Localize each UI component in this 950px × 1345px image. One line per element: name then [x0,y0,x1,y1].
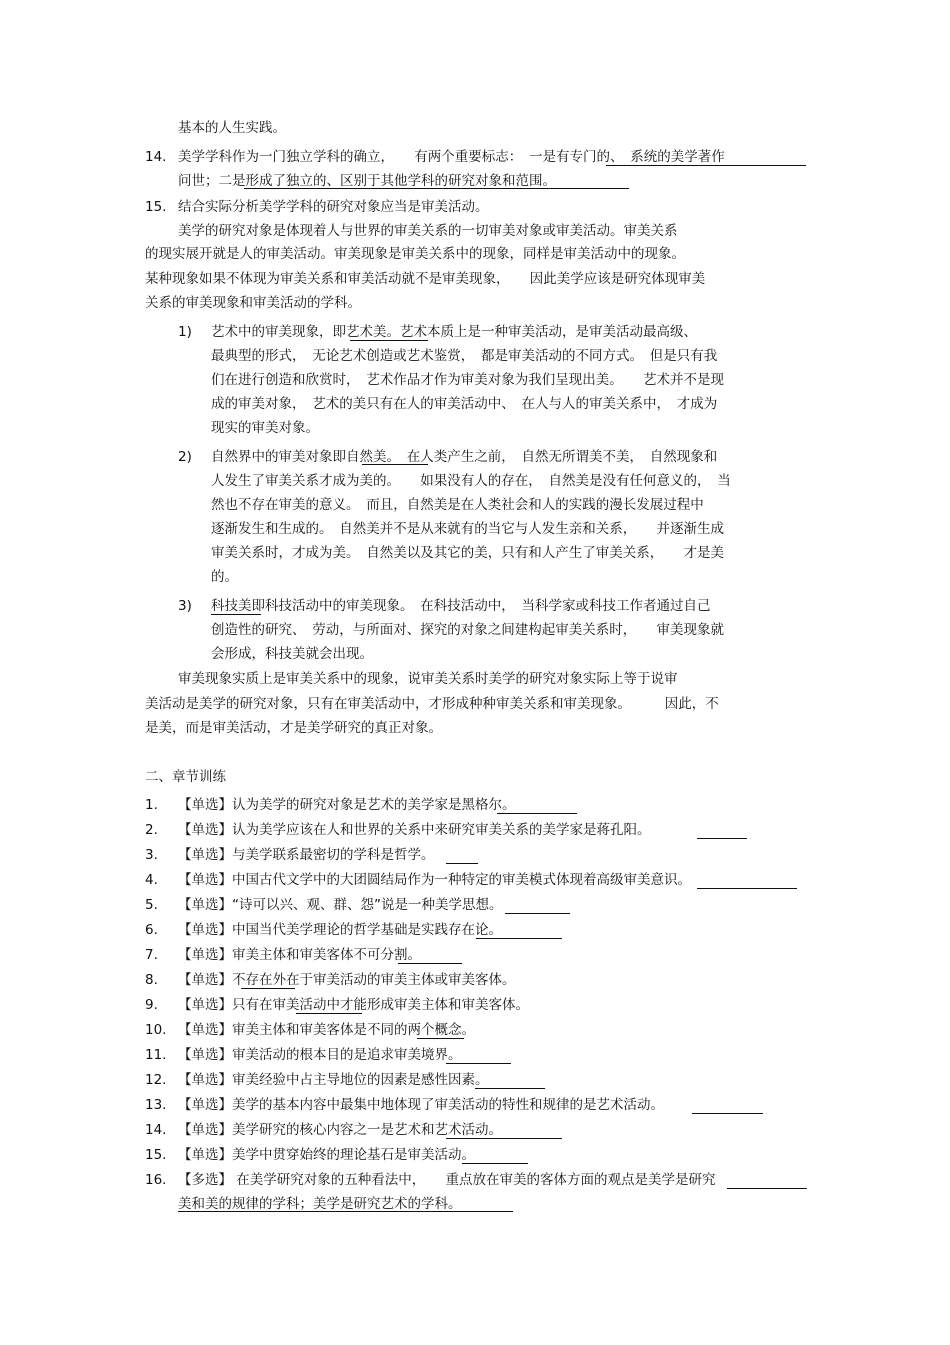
question-text: 【单选】中国当代美学理论的哲学基础是实践存在论。 [178,922,502,938]
continuation-line: 基本的人生实践。 [178,120,286,136]
answer-underline [697,888,797,889]
item-text-line: 问世；二是形成了独立的、区别于其他学科的研究对象和范围。 [178,173,556,189]
item-number: 15. [145,199,167,215]
question-text: 【单选】审美主体和审美客体是不同的两个概念。 [178,1022,475,1038]
question-number: 2. [145,822,158,838]
answer-underline [417,1038,464,1039]
subitem-line: 逐渐发生和生成的。 自然美并不是从来就有的当它与人发生亲和关系， 并逐渐生成 [211,521,724,537]
answer-underline [606,165,806,166]
question-number: 7. [145,947,158,963]
subitem-line: 创造性的研究、 劳动，与所面对、探究的对象之间建构起审美关系时， 审美现象就 [211,622,724,638]
subitem-line: 成的审美对象， 艺术的美只有在人的审美活动中、 在人与人的审美关系中， 才成为 [211,396,718,412]
question-number: 4. [145,872,158,888]
question-text: 【单选】只有在审美活动中才能形成审美主体和审美客体。 [178,997,529,1013]
subitem-number: 2) [178,449,192,465]
answer-underline [350,340,428,341]
paragraph-line: 审美现象实质上是审美关系中的现象，说审美关系时美学的研究对象实际上等于说审 [178,671,678,687]
item-text-line: 美学学科作为一门独立学科的确立， 有两个重要标志： 一是有专门的、 系统的美学著作 [178,149,725,165]
answer-underline [296,1013,362,1014]
question-text: 【单选】审美主体和审美客体不可分割。 [178,947,421,963]
item-text-line: 结合实际分析美学学科的研究对象应当是审美活动。 [178,199,489,215]
question-text: 【单选】中国古代文学中的大团圆结局作为一种特定的审美模式体现着高级审美意识。 [178,872,691,888]
answer-underline [727,1188,807,1189]
paragraph-line: 美活动是美学的研究对象，只有在审美活动中，才形成种种审美关系和审美现象。 因此，不 [145,696,719,712]
question-number: 15. [145,1147,167,1163]
paragraph-line: 的现实展开就是人的审美活动。审美现象是审美关系中的现象，同样是审美活动中的现象。 [145,246,685,262]
answer-underline [241,988,295,989]
answer-underline [244,188,629,189]
subitem-line: 审美关系时，才成为美。 自然美以及其它的美，只有和人产生了审美关系， 才是美 [211,545,724,561]
paragraph-line: 是美，而是审美活动，才是美学研究的真正对象。 [145,720,442,736]
paragraph-line: 某种现象如果不体现为审美关系和审美活动就不是审美现象， 因此美学应该是研究体现审美 [145,271,706,287]
subitem-line: 会形成，科技美就会出现。 [211,646,373,662]
paragraph-line: 美学的研究对象是体现着人与世界的审美关系的一切审美对象或审美活动。审美关系 [178,223,678,239]
section-title: 二、章节训练 [145,769,226,785]
subitem-line: 们在进行创造和欣赏时， 艺术作品才作为审美对象为我们呈现出美。 艺术并不是现 [211,372,724,388]
question-text: 【单选】美学中贯穿始终的理论基石是审美活动。 [178,1147,475,1163]
paragraph-line: 关系的审美现象和审美活动的学科。 [145,295,361,311]
answer-underline [475,1088,545,1089]
question-number: 12. [145,1072,167,1088]
question-text: 【单选】审美经验中占主导地位的因素是感性因素。 [178,1072,489,1088]
subitem-line: 科技美即科技活动中的审美现象。 在科技活动中， 当科学家或科技工作者通过自己 [211,598,711,614]
answer-underline [697,838,747,839]
question-number: 13. [145,1097,167,1113]
question-text: 【单选】审美活动的根本目的是追求审美境界。 [178,1047,462,1063]
subitem-number: 3) [178,598,192,614]
question-text: 【单选】不存在外在于审美活动的审美主体或审美客体。 [178,972,516,988]
answer-underline [497,813,577,814]
subitem-number: 1) [178,324,192,340]
answer-underline [178,1211,513,1212]
question-number: 6. [145,922,158,938]
question-number: 8. [145,972,158,988]
subitem-line: 的。 [211,569,238,585]
question-text: 【多选】 在美学研究对象的五种看法中， 重点放在审美的客体方面的观点是美学是研究 [178,1172,716,1188]
question-text: 【单选】美学的基本内容中最集中地体现了审美活动的特性和规律的是艺术活动。 [178,1097,664,1113]
question-number: 5. [145,897,158,913]
answer-underline [446,1063,511,1064]
question-number: 3. [145,847,158,863]
question-text: 美和美的规律的学科；美学是研究艺术的学科。 [178,1196,462,1212]
subitem-line: 最典型的形式， 无论艺术创造或艺术鉴赏， 都是审美活动的不同方式。 但是只有我 [211,348,718,364]
question-text: 【单选】认为美学应该在人和世界的关系中来研究审美关系的美学家是蒋孔阳。 [178,822,651,838]
answer-underline [505,913,570,914]
subitem-line: 人发生了审美关系才成为美的。 如果没有人的存在， 自然美是没有任何意义的， 当 [211,473,731,489]
question-number: 16. [145,1172,167,1188]
subitem-line: 然也不存在审美的意义。 而且，自然美是在人类社会和人的实践的漫长发展过程中 [211,497,704,513]
question-number: 10. [145,1022,167,1038]
subitem-line: 自然界中的审美对象即自然美。 在人类产生之前， 自然无所谓美不美， 自然现象和 [211,449,718,465]
answer-underline [462,1163,528,1164]
answer-underline [211,614,261,615]
question-number: 9. [145,997,158,1013]
answer-underline [362,464,428,465]
answer-underline [476,938,562,939]
item-number: 14. [145,149,167,165]
question-number: 14. [145,1122,167,1138]
answer-underline [446,1138,562,1139]
subitem-line: 艺术中的审美现象，即艺术美。艺术本质上是一种审美活动，是审美活动最高级、 [211,324,697,340]
question-text: 【单选】与美学联系最密切的学科是哲学。 [178,847,435,863]
question-text: 【单选】美学研究的核心内容之一是艺术和艺术活动。 [178,1122,502,1138]
question-text: 【单选】认为美学的研究对象是艺术的美学家是黑格尔。 [178,797,516,813]
question-number: 1. [145,797,158,813]
question-number: 11. [145,1047,167,1063]
answer-underline [692,1113,763,1114]
question-text: 【单选】“诗可以兴、观、群、怨”说是一种美学思想。 [178,897,503,913]
answer-underline [446,863,478,864]
subitem-line: 现实的审美对象。 [211,420,319,436]
answer-underline [398,963,462,964]
